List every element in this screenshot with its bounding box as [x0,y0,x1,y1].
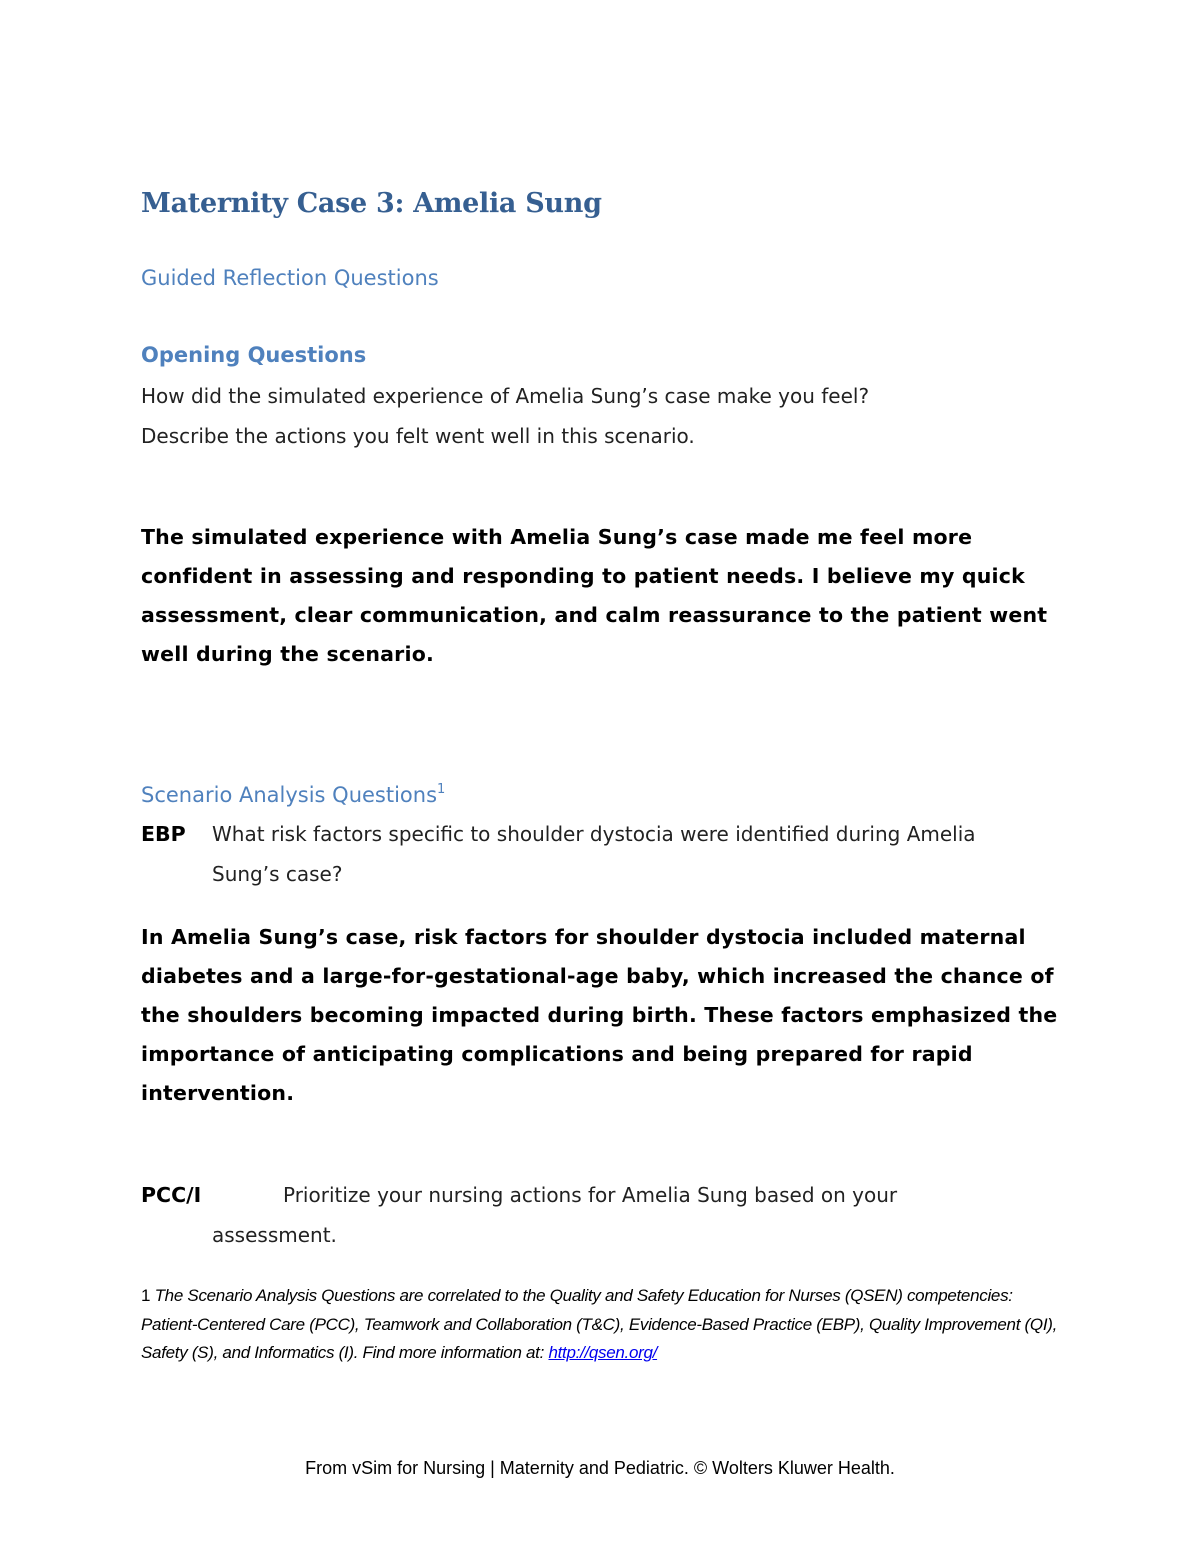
qsen-link[interactable]: http://qsen.org/ [548,1343,658,1362]
page-footer: From vSim for Nursing | Maternity and Pediatric. © Wolters Kluwer Health. [305,1458,895,1478]
page-title: Maternity Case 3: Amelia Sung [141,188,602,219]
opening-answer: The simulated experience with Amelia Sung’s case made me feel more confident in assessing and responding to patient needs. I believe my quick assessment, clear communication, and calm reassurance to the patient went well during the scenario. [141,525,1048,666]
footnote [141,1282,1071,1368]
footnote-marker: 1 [437,782,446,797]
section-heading: Guided Reflection Questions [141,266,439,290]
scenario-heading-text: Scenario Analysis Questions [141,783,438,807]
pcc-tag: PCC/I [141,1183,202,1207]
ebp-question-line-1: What risk factors specific to shoulder dystocia were identified during Amelia [212,822,976,846]
opening-question-2: Describe the actions you felt went well in this scenario. [141,424,695,448]
ebp-answer: In Amelia Sung’s case, risk factors for shoulder dystocia included maternal diabetes and a large-for-gestational-age baby, which increased the chance of the shoulders becoming impacted during birth. These factors emphasized the importance of anticipating complications and being prepared for rapid intervention. [141,925,1058,1105]
opening-heading: Opening Questions [141,343,367,367]
pcc-question-line-1: Prioritize your nursing actions for Amelia Sung based on your [283,1183,898,1207]
ebp-tag: EBP [141,822,186,846]
footnote-number: 1 [141,1286,151,1305]
footnote-text: The Scenario Analysis Questions are correlated to the Quality and Safety Education for Nurses (QSEN) competencies: Patient-Centered Care (PCC), Teamwork and Collaboration (T&C), Evidence-Based Practice (EBP), Quality Improvement (QI), Safety (S), and Informatics (I). Find more information at: [141,1286,1058,1362]
pcc-question-line-2: assessment. [212,1223,337,1247]
opening-question-1: How did the simulated experience of Amelia Sung’s case make you feel? [141,384,870,408]
ebp-question-line-2: Sung’s case? [212,862,343,886]
scenario-heading [141,782,445,807]
